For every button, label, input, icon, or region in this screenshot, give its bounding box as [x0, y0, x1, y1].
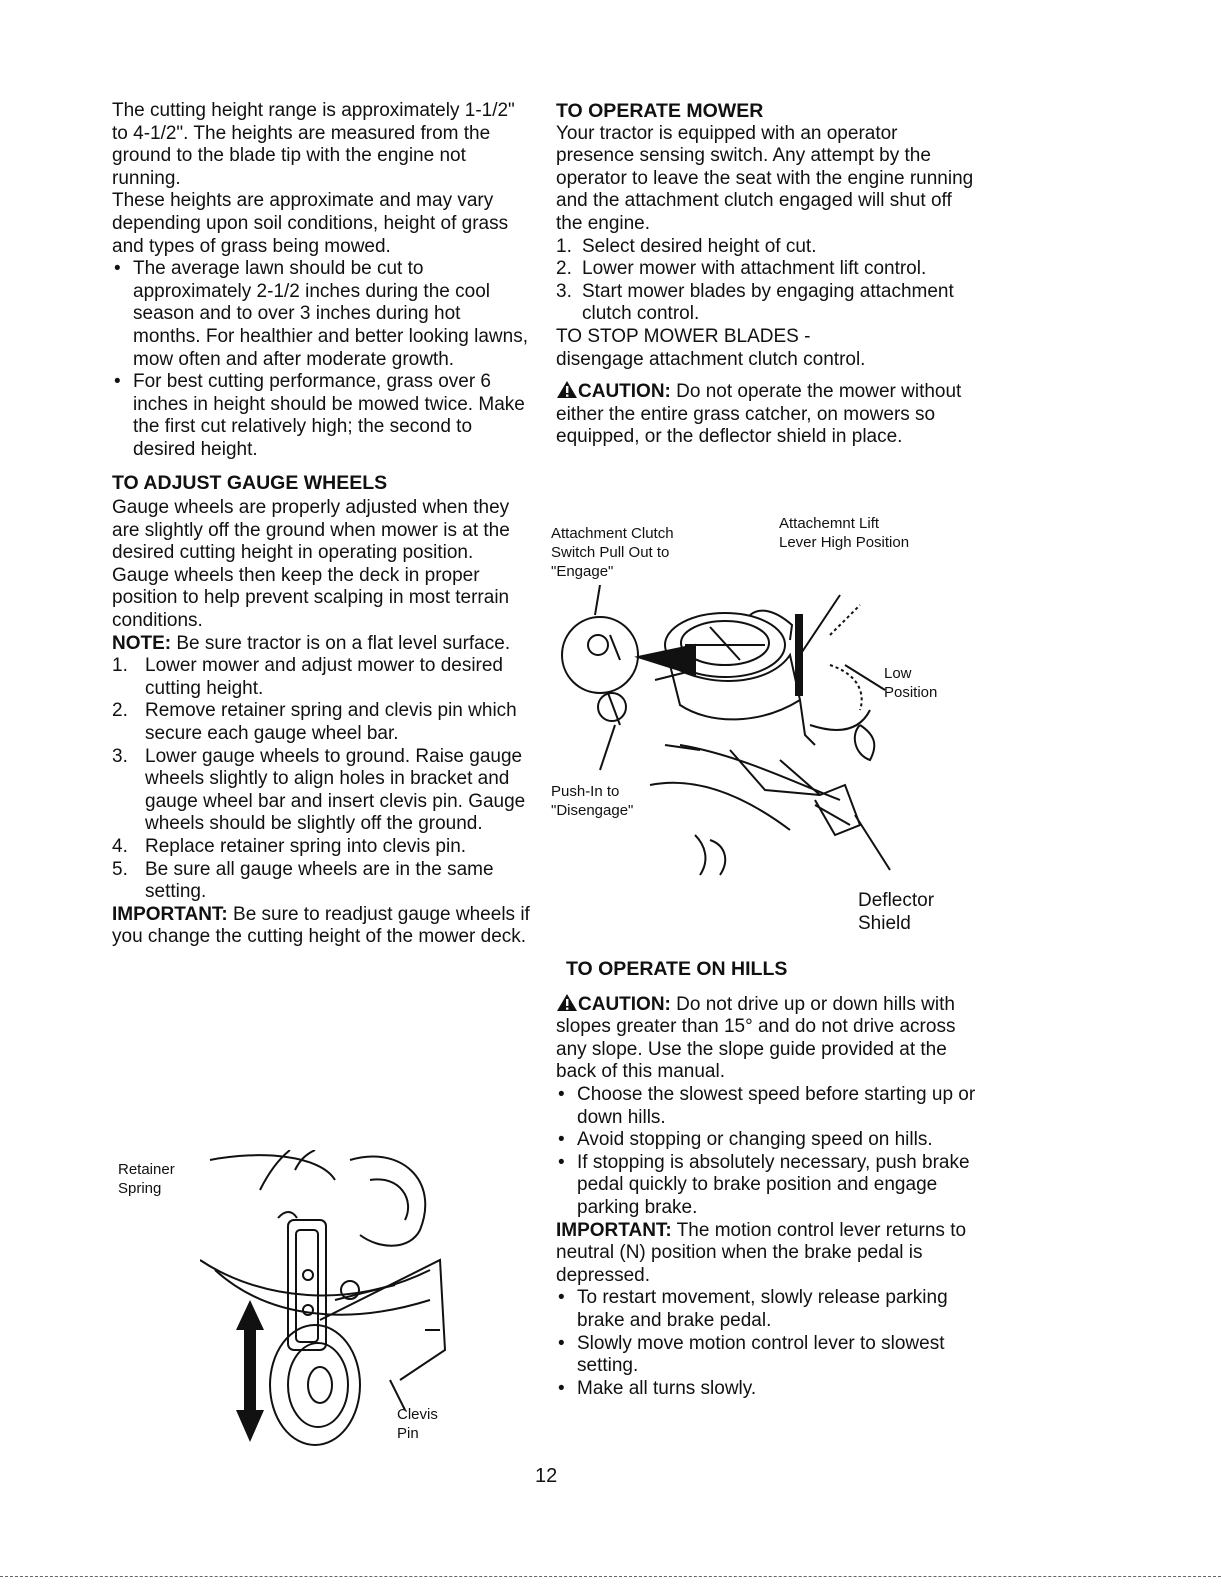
step-item	[556, 258, 976, 281]
stop-blades-instruction: disengage attachment clutch control.	[556, 348, 866, 370]
cutting-height-paragraph: The cutting height range is approximately 1-1/2" to 4-1/2". The heights are measured from the ground to the blade tip with the engine not running.	[112, 100, 515, 189]
label-line: Attachment Clutch	[551, 525, 674, 542]
note-paragraph	[112, 633, 532, 656]
attachment-clutch-label	[551, 524, 674, 581]
list-item: • Slowly move motion control lever to slowest setting.	[556, 1333, 976, 1378]
step-item	[112, 859, 532, 904]
step-text: Be sure all gauge wheels are in the same setting.	[145, 858, 494, 903]
tractor-controls-illustration	[560, 585, 920, 885]
step-item	[112, 700, 532, 745]
step-number: 2.	[112, 700, 128, 722]
important-text: The motion control lever returns to neutral (N) position when the brake pedal is depressed.	[556, 1219, 967, 1286]
step-number: 1.	[556, 235, 572, 257]
operate-mower-heading: TO OPERATE MOWER	[556, 100, 764, 122]
label-line: Push-In to	[551, 783, 620, 800]
important-label: IMPORTANT:	[556, 1219, 672, 1241]
step-text: Lower mower and adjust mower to desired cutting height.	[145, 655, 504, 699]
step-text: Lower mower with attachment lift control.	[582, 258, 927, 280]
step-text: Select desired height of cut.	[582, 235, 817, 257]
low-position-label	[884, 664, 937, 702]
step-number: 4.	[112, 836, 128, 857]
stop-blades-line: TO STOP MOWER BLADES -	[556, 325, 811, 347]
list-item: • Make all turns slowly.	[556, 1378, 976, 1401]
caution-text: Do not operate the mower without either the entire grass catcher, on mowers so equipped, or the deflector shield in place.	[556, 381, 962, 448]
label-line: "Disengage"	[551, 802, 634, 819]
warning-triangle-icon	[556, 993, 578, 1012]
step-item	[556, 236, 976, 259]
label-line: Retainer	[118, 1161, 175, 1178]
step-item	[556, 281, 976, 326]
heights-paragraph: These heights are approximate and may vary depending upon soil conditions, height of grass and types of grass being mowed.	[112, 190, 509, 257]
step-item	[112, 836, 532, 859]
gauge-wheels-heading: TO ADJUST GAUGE WHEELS	[112, 471, 388, 494]
caution-label: CAUTION:	[578, 993, 671, 1015]
step-number: 3.	[112, 745, 128, 767]
list-item: • If stopping is absolutely necessary, push brake pedal quickly to brake position and engage parking brake.	[556, 1152, 976, 1220]
step-item	[112, 655, 532, 700]
step-item	[112, 746, 532, 836]
step-text: Lower gauge wheels to ground. Raise gauge wheels slightly to align holes in bracket and gauge wheel bar and insert clevis pin. Gauge wheels should be slightly off the ground.	[145, 745, 526, 835]
warning-triangle-icon	[556, 380, 578, 399]
right-column	[556, 100, 976, 449]
label-line: Clevis	[397, 1406, 438, 1423]
caution-text: Do not drive up or down hills with slopes greater than 15° and do not drive across any slope. Use the slope guide provided at the back of this manual.	[556, 993, 956, 1083]
important-paragraph	[556, 1220, 976, 1288]
gauge-wheels-paragraph: Gauge wheels are properly adjusted when they are slightly off the ground when mower is at the desired cutting height in operating position. Gauge wheels then keep the deck in proper position to help prevent scalping in most terrain conditions.	[112, 497, 510, 632]
left-column	[112, 100, 532, 949]
list-item: • Avoid stopping or changing speed on hills.	[556, 1129, 976, 1152]
gauge-wheel-illustration	[200, 1150, 490, 1455]
hills-heading: TO OPERATE ON HILLS	[566, 958, 788, 980]
step-number: 5.	[112, 858, 128, 880]
retainer-spring-label	[118, 1160, 175, 1198]
label-line: Low	[884, 665, 912, 682]
label-line: Attachemnt Lift	[779, 515, 880, 532]
push-in-disengage-label	[551, 782, 633, 820]
step-text: Start mower blades by engaging attachment clutch control.	[582, 280, 954, 325]
label-line: Deflector	[858, 890, 935, 911]
bottom-divider	[0, 1576, 1221, 1577]
hills-caution-paragraph	[556, 993, 976, 1084]
lift-lever-high-label	[779, 514, 909, 552]
label-line: Lever High Position	[779, 534, 910, 551]
step-number: 2.	[556, 258, 572, 280]
list-item: • The average lawn should be cut to approximately 2-1/2 inches during the cool season and to over 3 inches during hot months. For healthier and better looking lawns, mow often and after moderate growth.	[112, 258, 532, 371]
page-number: 12	[535, 1465, 558, 1487]
important-label: IMPORTANT:	[112, 903, 228, 925]
label-line: Position	[884, 684, 938, 701]
step-number: 1.	[112, 655, 128, 677]
caution-paragraph	[556, 380, 976, 449]
label-line: "Engage"	[551, 563, 614, 580]
important-paragraph	[112, 904, 532, 949]
operate-mower-paragraph: Your tractor is equipped with an operator presence sensing switch. Any attempt by the operator to leave the seat with the engine running and the attachment clutch engaged will shut off the engine.	[556, 122, 974, 234]
list-item: • Choose the slowest speed before starting up or down hills.	[556, 1084, 976, 1129]
important-text: Be sure to readjust gauge wheels if you change the cutting height of the mower deck.	[112, 903, 530, 948]
note-label: NOTE:	[112, 632, 172, 654]
list-item: • To restart movement, slowly release parking brake and brake pedal.	[556, 1287, 976, 1332]
step-text: Replace retainer spring into clevis pin.	[145, 836, 467, 857]
step-number: 3.	[556, 280, 572, 302]
caution-label: CAUTION:	[578, 381, 671, 403]
label-line: Pin	[397, 1425, 419, 1442]
note-text: Be sure tractor is on a flat level surface.	[171, 632, 511, 654]
clevis-pin-label	[397, 1405, 438, 1443]
list-item: • For best cutting performance, grass over 6 inches in height should be mowed twice. Make the first cut relatively high; the second to desired height.	[112, 371, 532, 461]
hills-section	[556, 958, 976, 1400]
label-line: Shield	[858, 913, 911, 934]
label-line: Switch Pull Out to	[551, 544, 670, 561]
deflector-shield-label	[858, 889, 934, 935]
label-line: Spring	[118, 1180, 162, 1197]
step-text: Remove retainer spring and clevis pin which secure each gauge wheel bar.	[145, 700, 517, 745]
